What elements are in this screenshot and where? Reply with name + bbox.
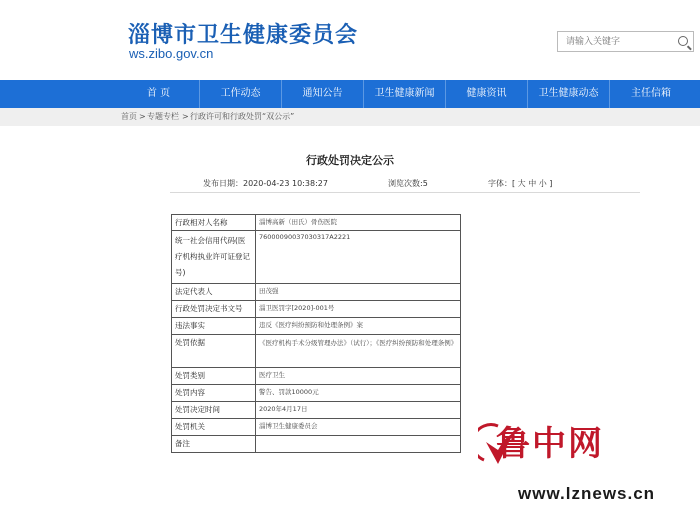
row-label: 处罚决定时间 [172,402,256,419]
search-box [557,31,694,52]
row-label: 行政相对人名称 [172,215,256,231]
search-icon[interactable] [678,36,688,46]
table-row [172,402,461,419]
nav-item-work-news[interactable]: 工作动态 [200,80,282,108]
site-domain: ws.zibo.gov.cn [129,46,214,61]
nav-item-health-news[interactable]: 卫生健康新闻 [364,80,446,108]
table-row [172,419,461,436]
site-header [0,0,700,80]
table-row [172,385,461,402]
row-value: 淄博高新（田氏）骨伤医院 [256,215,461,231]
row-value: 警告、罚款10000元 [256,385,461,402]
main-nav [0,80,700,108]
breadcrumb-home[interactable]: 首页 [121,112,137,121]
row-label: 处罚机关 [172,419,256,436]
table-row [172,231,461,284]
table-row [172,436,461,453]
row-value: 医疗卫生 [256,368,461,385]
row-value [256,436,461,453]
row-value: 淄卫医罚字[2020]-001号 [256,301,461,318]
row-value: 淄博卫生健康委员会 [256,419,461,436]
row-label: 行政处罚决定书文号 [172,301,256,318]
nav-item-health-updates[interactable]: 卫生健康动态 [528,80,610,108]
lznews-watermark [478,416,700,511]
penalty-info-table [171,214,461,453]
breadcrumb-separator: > [182,112,189,121]
row-value: 违反《医疗纠纷预防和处理条例》案 [256,318,461,335]
site-title[interactable]: 淄博市卫生健康委员会 [128,23,359,48]
document-title: 行政处罚决定公示 [306,154,394,167]
font-size-selector[interactable]: 字体：[ 大 中 小 ] [488,179,553,188]
row-label: 备注 [172,436,256,453]
breadcrumb-current[interactable]: 行政许可和行政处罚“双公示” [190,112,295,121]
breadcrumb [0,108,700,126]
row-label: 处罚类别 [172,368,256,385]
nav-item-director-mailbox[interactable]: 主任信箱 [631,88,671,99]
row-value: 《医疗机构手术分级管理办法》（试行）；《医疗纠纷预防和处理条例》 [256,335,461,368]
lznews-url: www.lznews.cn [518,484,656,503]
lznews-logo-text: 鲁中网 [496,424,604,464]
breadcrumb-special-topics[interactable]: 专题专栏 [147,112,179,121]
table-row [172,301,461,318]
nav-item-notices[interactable]: 通知公告 [282,80,364,108]
view-count: 浏览次数:5 [388,179,428,188]
row-value: 76000090037030317A2221 [256,231,461,284]
row-value: 田茂强 [256,284,461,301]
table-row [172,368,461,385]
table-row [172,335,461,368]
row-label: 处罚内容 [172,385,256,402]
row-label: 违法事实 [172,318,256,335]
row-label: 处罚依据 [172,335,256,368]
search-input[interactable] [558,32,676,51]
row-label: 统一社会信用代码(医疗机构执业许可证登记号) [172,231,256,284]
table-row [172,318,461,335]
row-value: 2020年4月17日 [256,402,461,419]
publish-date: 发布日期：2020-04-23 10:38:27 [203,179,328,188]
table-row [172,215,461,231]
breadcrumb-separator: > [139,112,146,121]
nav-item-home[interactable]: 首 页 [118,80,200,108]
title-divider [170,192,640,193]
nav-item-health-info[interactable]: 健康资讯 [446,80,528,108]
table-row [172,284,461,301]
row-label: 法定代表人 [172,284,256,301]
